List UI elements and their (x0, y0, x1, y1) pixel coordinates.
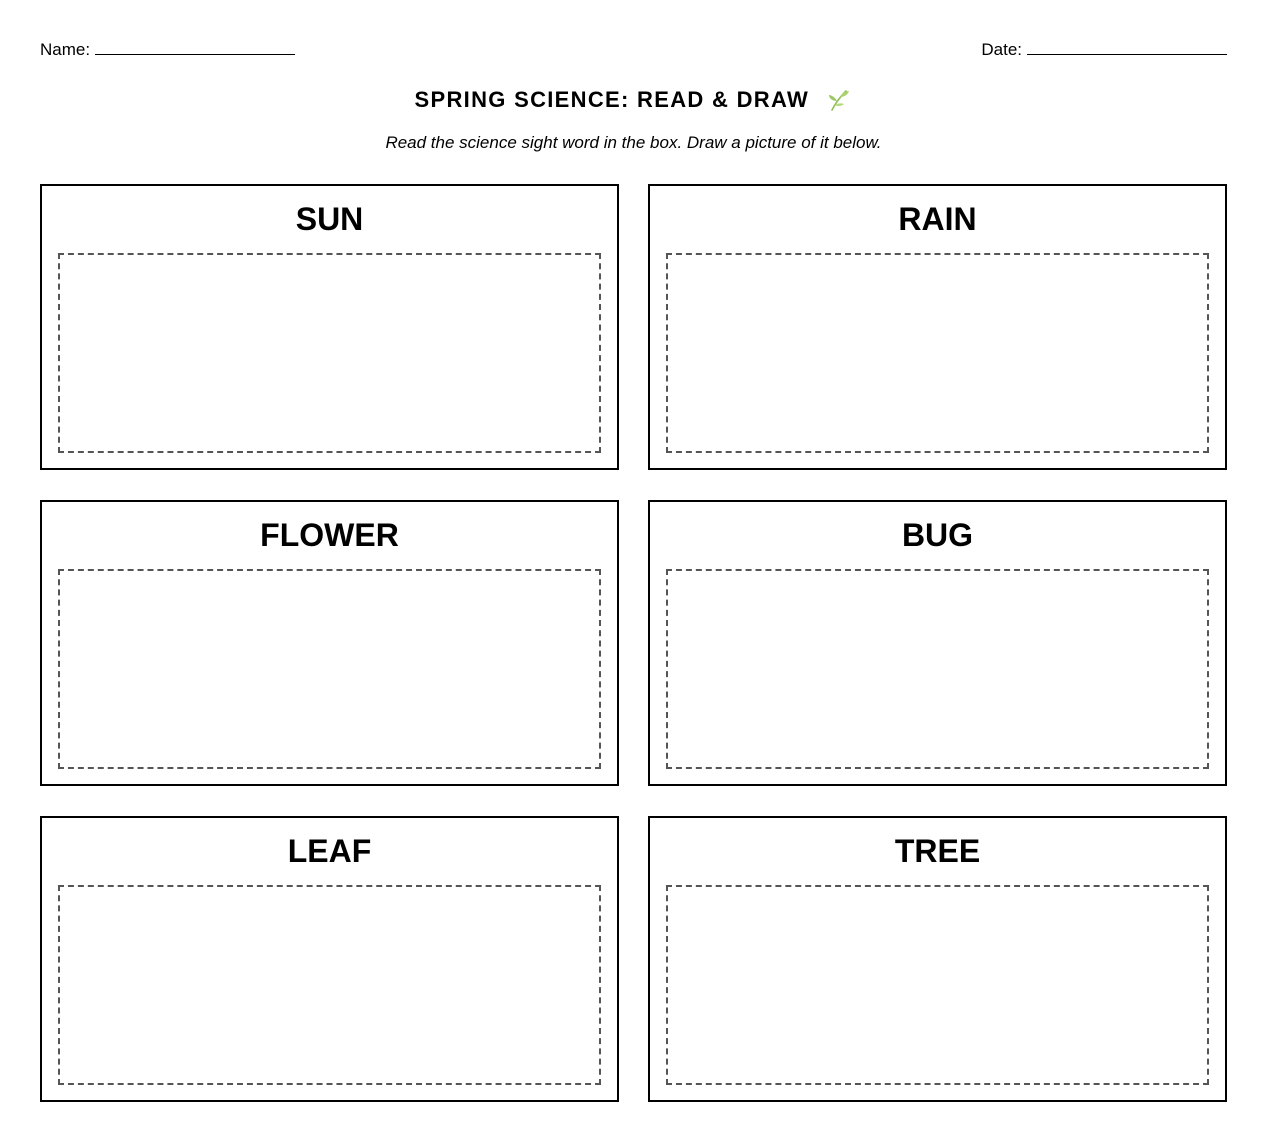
card-word: SUN (295, 201, 364, 237)
card-word: FLOWER (260, 517, 399, 553)
card-word: LEAF (287, 833, 372, 869)
title-text: SPRING SCIENCE: READ & DRAW (414, 87, 810, 113)
drawing-area[interactable] (58, 885, 601, 1085)
name-line[interactable] (95, 54, 295, 55)
date-field[interactable] (981, 38, 1227, 60)
date-label: Date: (981, 40, 1022, 59)
name-field[interactable] (40, 38, 295, 60)
word-card-leaf (40, 816, 619, 1102)
word-card-sun (40, 184, 619, 470)
word-card-flower (40, 500, 619, 786)
worksheet-title (0, 85, 1267, 114)
card-word: RAIN (898, 201, 977, 237)
word-card-bug (648, 500, 1227, 786)
card-word: TREE (894, 833, 981, 869)
drawing-area[interactable] (666, 885, 1209, 1085)
drawing-area[interactable] (666, 253, 1209, 453)
name-label: Name: (40, 40, 91, 59)
card-word: BUG (901, 517, 974, 553)
word-card-tree (648, 816, 1227, 1102)
drawing-area[interactable] (58, 253, 601, 453)
instructions: Read the science sight word in the box. Draw a picture of it below. (385, 133, 882, 152)
date-line[interactable] (1027, 54, 1227, 55)
word-card-rain (648, 184, 1227, 470)
drawing-area[interactable] (58, 569, 601, 769)
word-grid (40, 184, 1227, 1102)
leaf-icon (826, 87, 852, 113)
drawing-area[interactable] (666, 569, 1209, 769)
